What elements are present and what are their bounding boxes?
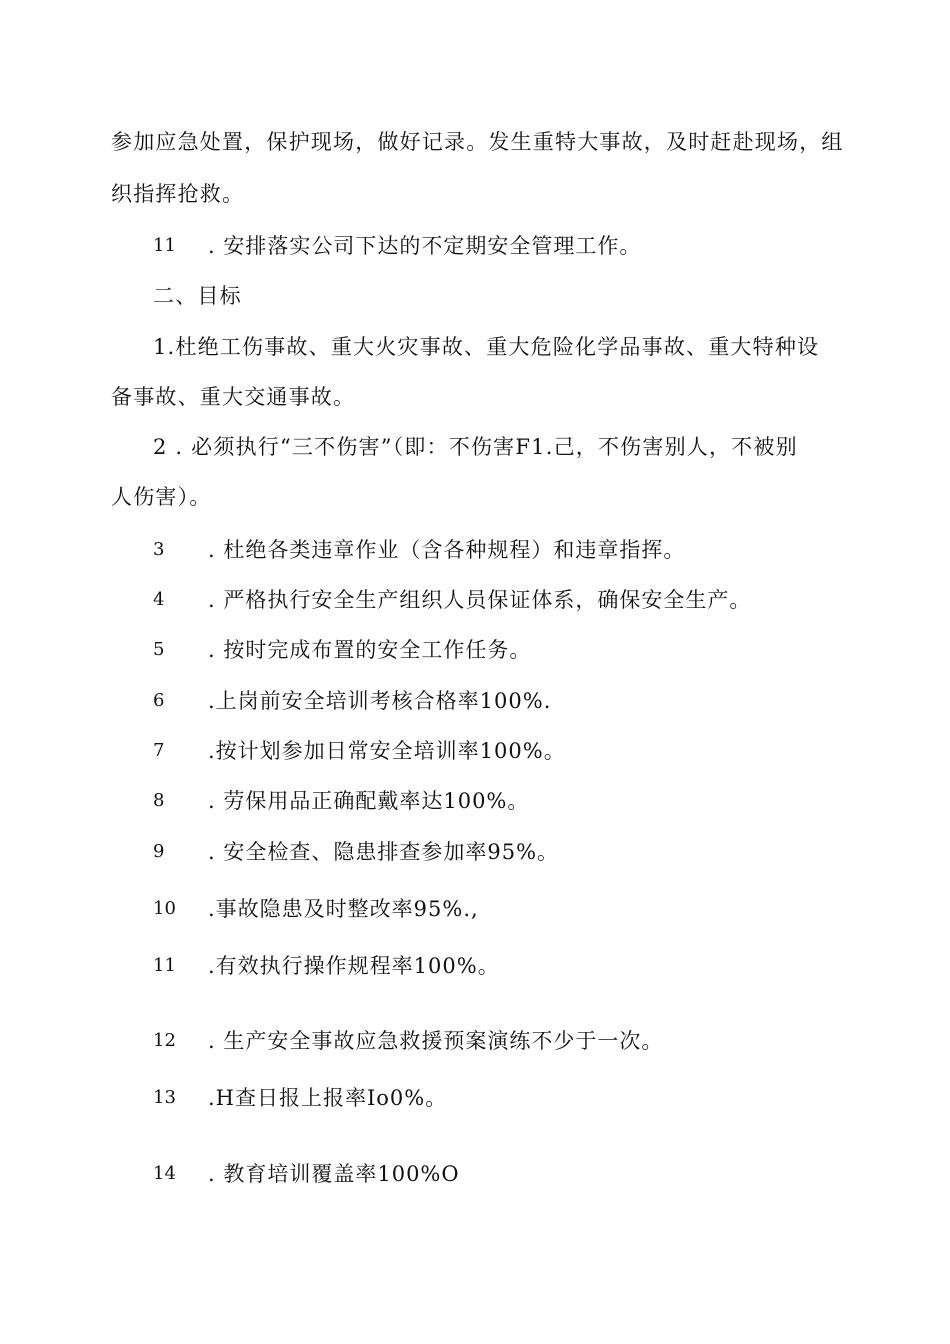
goal-number: 11 <box>153 955 176 976</box>
goal-number: 13 <box>153 1087 176 1108</box>
paragraph-line: 参加应急处置，保护现场，做好记录。发生重特大事故，及时赶赴现场，组 <box>111 130 844 154</box>
goal-text: . 教育培训覆盖率100%O <box>208 1162 460 1186</box>
goal-text: . 严格执行安全生产组织人员保证体系，确保安全生产。 <box>208 588 752 612</box>
goal-number: 10 <box>153 898 176 919</box>
goal-number: 14 <box>153 1163 176 1184</box>
goal-line: 1.杜绝工伤事故、重大火灾事故、重大危险化学品事故、重大特种设 <box>153 335 820 359</box>
goal-number: 9 <box>153 841 165 862</box>
goal-line: 备事故、重大交通事故。 <box>111 385 356 409</box>
goal-line: 人伤害）。 <box>111 485 212 509</box>
item-text: . 安排落实公司下达的不定期安全管理工作。 <box>208 234 642 258</box>
goal-number: 3 <box>153 539 165 560</box>
goal-text: . 劳保用品正确配戴率达100%。 <box>208 789 530 813</box>
goal-text: .有效执行操作规程率100%。 <box>208 954 500 978</box>
goal-line: 2 . 必须执行“三不伤害”（即：不伤害F1.己，不伤害别人，不被别 <box>153 435 798 459</box>
goal-number: 4 <box>153 589 165 610</box>
goal-number: 5 <box>153 639 165 660</box>
section-heading: 二、目标 <box>153 284 242 308</box>
goal-text: . 杜绝各类违章作业（含各种规程）和违章指挥。 <box>208 538 686 562</box>
goal-number: 7 <box>153 740 165 761</box>
goal-text: . 安全检查、隐患排查参加率95%。 <box>208 840 560 864</box>
goal-text: . 生产安全事故应急救援预案演练不少于一次。 <box>208 1029 664 1053</box>
paragraph-line: 织指挥抢救。 <box>111 182 245 206</box>
goal-number: 6 <box>153 690 165 711</box>
goal-text: .H查日报上报率Io0%。 <box>208 1086 448 1110</box>
goal-text: .按计划参加日常安全培训率100%。 <box>208 739 566 763</box>
goal-text: . 按时完成布置的安全工作任务。 <box>208 638 532 662</box>
goal-text: .事故隐患及时整改率95%., <box>208 897 479 921</box>
goal-text: .上岗前安全培训考核合格率100%. <box>208 689 552 713</box>
goal-number: 8 <box>153 790 165 811</box>
goal-number: 12 <box>153 1030 176 1051</box>
item-number: 11 <box>153 235 176 256</box>
